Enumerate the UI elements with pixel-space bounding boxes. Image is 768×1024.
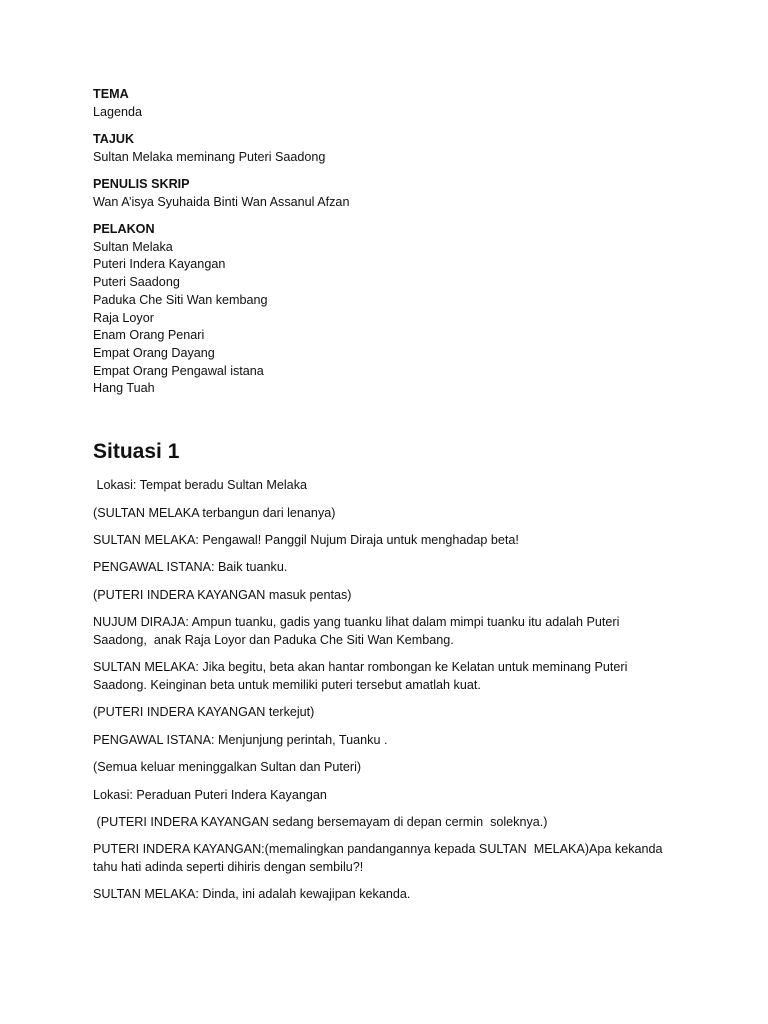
cast-item: Sultan Melaka [93,239,173,254]
tajuk-value: Sultan Melaka meminang Puteri Saadong [93,149,326,164]
tema-value: Lagenda [93,104,143,119]
script-line: PENGAWAL ISTANA: Menjunjung perintah, Tuanku . [93,733,388,747]
cast-item: Empat Orang Dayang [93,345,215,360]
tema-label: TEMA [93,87,129,101]
script-line: PUTERI INDERA KAYANGAN:(memalingkan pandangannya kepada SULTAN MELAKA)Apa kekanda [93,842,663,856]
script-paragraph [93,703,314,721]
penulis-value: Wan A’isya Syuhaida Binti Wan Assanul Afzan [93,194,350,209]
penulis-label: PENULIS SKRIP [93,177,190,191]
script-paragraph [93,885,410,903]
script-paragraph [93,504,335,522]
cast-item: Paduka Che Siti Wan kembang [93,292,268,307]
script-paragraph [93,613,619,649]
script-line: Lokasi: Peraduan Puteri Indera Kayangan [93,788,327,802]
script-line: (PUTERI INDERA KAYANGAN masuk pentas) [93,588,352,602]
script-paragraph [93,558,287,576]
script-paragraph [93,531,519,549]
script-paragraph [93,586,351,604]
script-line: Saadong. Keinginan beta untuk memiliki puteri tersebut amatlah kuat. [93,678,481,692]
cast-item: Enam Orang Penari [93,328,205,343]
script-line: (SULTAN MELAKA terbangun dari lenanya) [93,506,336,520]
situation-heading: Situasi 1 [93,440,180,463]
script-line: (PUTERI INDERA KAYANGAN sedang bersemayam di depan cermin soleknya.) [93,815,548,829]
script-line: (PUTERI INDERA KAYANGAN terkejut) [93,705,315,719]
script-paragraph [93,731,387,749]
script-line: Lokasi: Tempat beradu Sultan Melaka [93,478,307,492]
script-line: NUJUM DIRAJA: Ampun tuanku, gadis yang tuanku lihat dalam mimpi tuanku itu adalah Puteri [93,615,620,629]
script-paragraph [93,758,361,776]
script-paragraph [93,786,327,804]
script-line: (Semua keluar meninggalkan Sultan dan Puteri) [93,760,362,774]
script-line: SULTAN MELAKA: Pengawal! Panggil Nujum Diraja untuk menghadap beta! [93,533,519,547]
script-line: SULTAN MELAKA: Dinda, ini adalah kewajipan kekanda. [93,887,411,901]
pelakon-section [93,221,268,398]
cast-item: Raja Loyor [93,310,154,325]
cast-item: Puteri Indera Kayangan [93,257,226,272]
script-line: tahu hati adinda seperti dihiris dengan sembilu?! [93,860,364,874]
pelakon-label: PELAKON [93,222,155,236]
cast-item: Hang Tuah [93,381,155,396]
script-line: SULTAN MELAKA: Jika begitu, beta akan hantar rombongan ke Kelatan untuk meminang Puteri [93,660,628,674]
script-paragraph [93,813,547,831]
script-paragraph [93,476,307,494]
cast-item: Puteri Saadong [93,275,180,290]
tajuk-section [93,131,325,166]
script-line: Saadong, anak Raja Loyor dan Paduka Che Siti Wan Kembang. [93,633,454,647]
tajuk-label: TAJUK [93,132,135,146]
tema-section [93,86,142,121]
cast-item: Empat Orang Pengawal istana [93,363,264,378]
penulis-section [93,176,349,211]
script-paragraph [93,658,627,694]
script-line: PENGAWAL ISTANA: Baik tuanku. [93,560,288,574]
script-paragraph [93,840,663,876]
